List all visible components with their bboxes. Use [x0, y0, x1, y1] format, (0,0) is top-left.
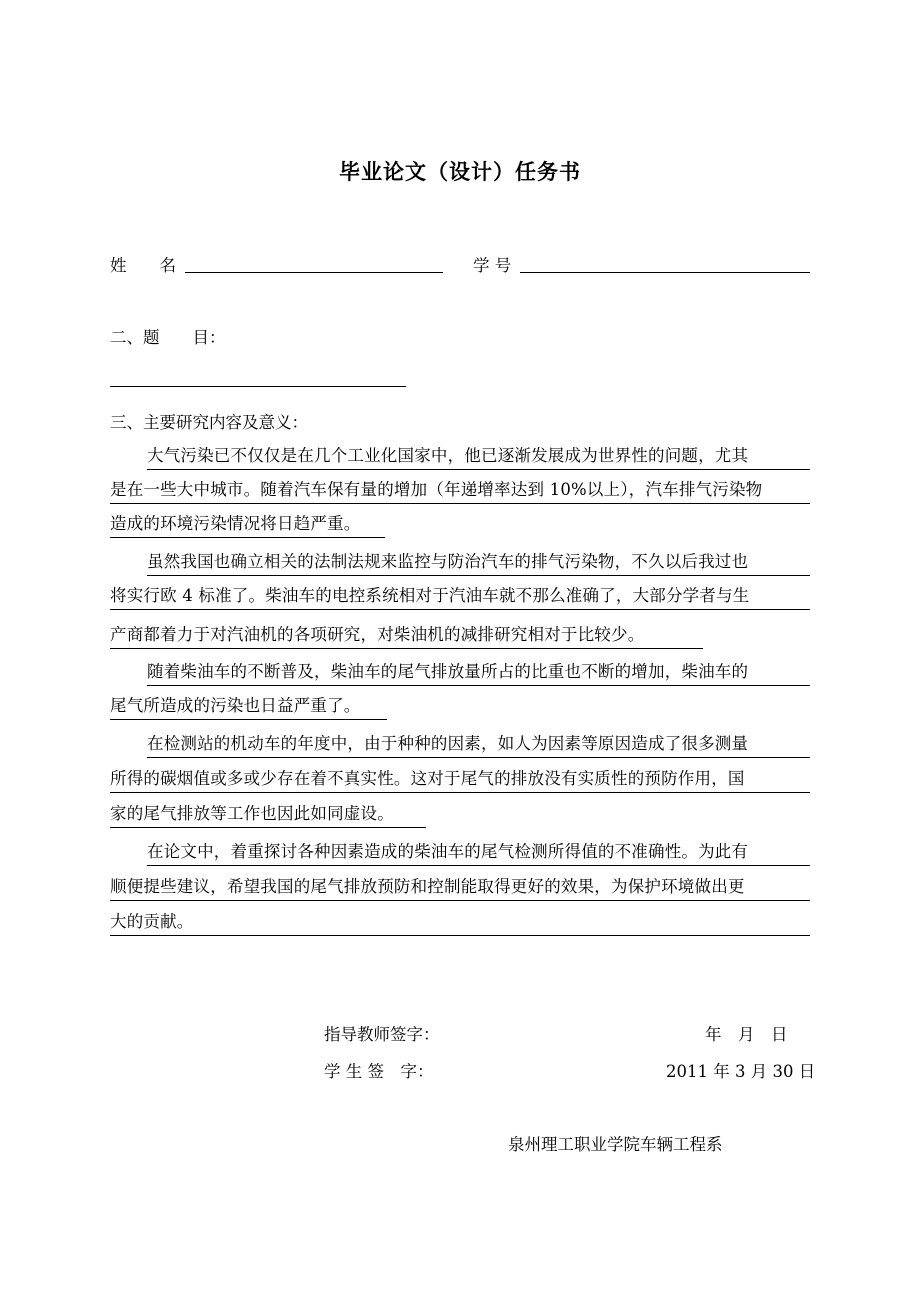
paragraph-line: 将实行欧 4 标准了。柴油车的电控系统相对于汽油车就不那么准确了，大部分学者与生 [110, 583, 810, 610]
paragraph-line: 顺便提些建议，希望我国的尾气排放预防和控制能取得更好的效果，为保护环境做出更 [110, 874, 810, 901]
paragraph-line: 家的尾气排放等工作也因此如同虚设。 [110, 801, 426, 828]
advisor-signature-label: 指导教师签字： [324, 1025, 440, 1044]
student-signature-label: 学 生 签 字： [324, 1062, 434, 1081]
paragraph-line: 大气污染已不仅仅是在几个工业化国家中，他已逐渐发展成为世界性的问题，尤其 [147, 443, 810, 470]
paragraph-line: 虽然我国也确立相关的法制法规来监控与防治汽车的排气污染物，不久以后我过也 [147, 549, 810, 576]
paragraph-line: 是在一些大中城市。随着汽车保有量的增加（年递增率达到 10%以上），汽车排气污染物 [110, 477, 810, 504]
paragraph-line: 尾气所造成的污染也日益严重了。 [110, 693, 387, 720]
topic-label: 二、题 目： [110, 328, 226, 347]
paragraph-line: 在论文中，着重探讨各种因素造成的柴油车的尾气检测所得值的不准确性。为此有 [147, 839, 810, 866]
student-id-label: 学 号 [473, 256, 512, 275]
paragraph-line: 大的贡献。 [110, 909, 810, 936]
name-field-line[interactable] [185, 272, 443, 273]
name-label: 姓 名 [110, 256, 176, 275]
topic-field-line[interactable] [110, 386, 406, 387]
paragraph-line: 产商都着力于对汽油机的各项研究，对柴油机的减排研究相对于比较少。 [110, 622, 703, 649]
paragraph-line: 在检测站的机动车的年度中，由于种种的因素，如人为因素等原因造成了很多测量 [147, 731, 810, 758]
department-name: 泉州理工职业学院车辆工程系 [508, 1135, 723, 1154]
paragraph-line: 造成的环境污染情况将日趋严重。 [110, 511, 385, 538]
page-title: 毕业论文（设计）任务书 [339, 160, 581, 184]
paragraph-line: 所得的碳烟值或多或少存在着不真实性。这对于尾气的排放没有实质性的预防作用，国 [110, 766, 810, 793]
student-signature-date: 2011 年 3 月 30 日 [666, 1062, 816, 1081]
advisor-signature-date: 年 月 日 [705, 1025, 788, 1044]
student-id-field-line[interactable] [520, 272, 810, 273]
paragraph-line: 随着柴油车的不断普及，柴油车的尾气排放量所占的比重也不断的增加，柴油车的 [147, 659, 810, 686]
content-label: 三、主要研究内容及意义： [110, 413, 308, 432]
